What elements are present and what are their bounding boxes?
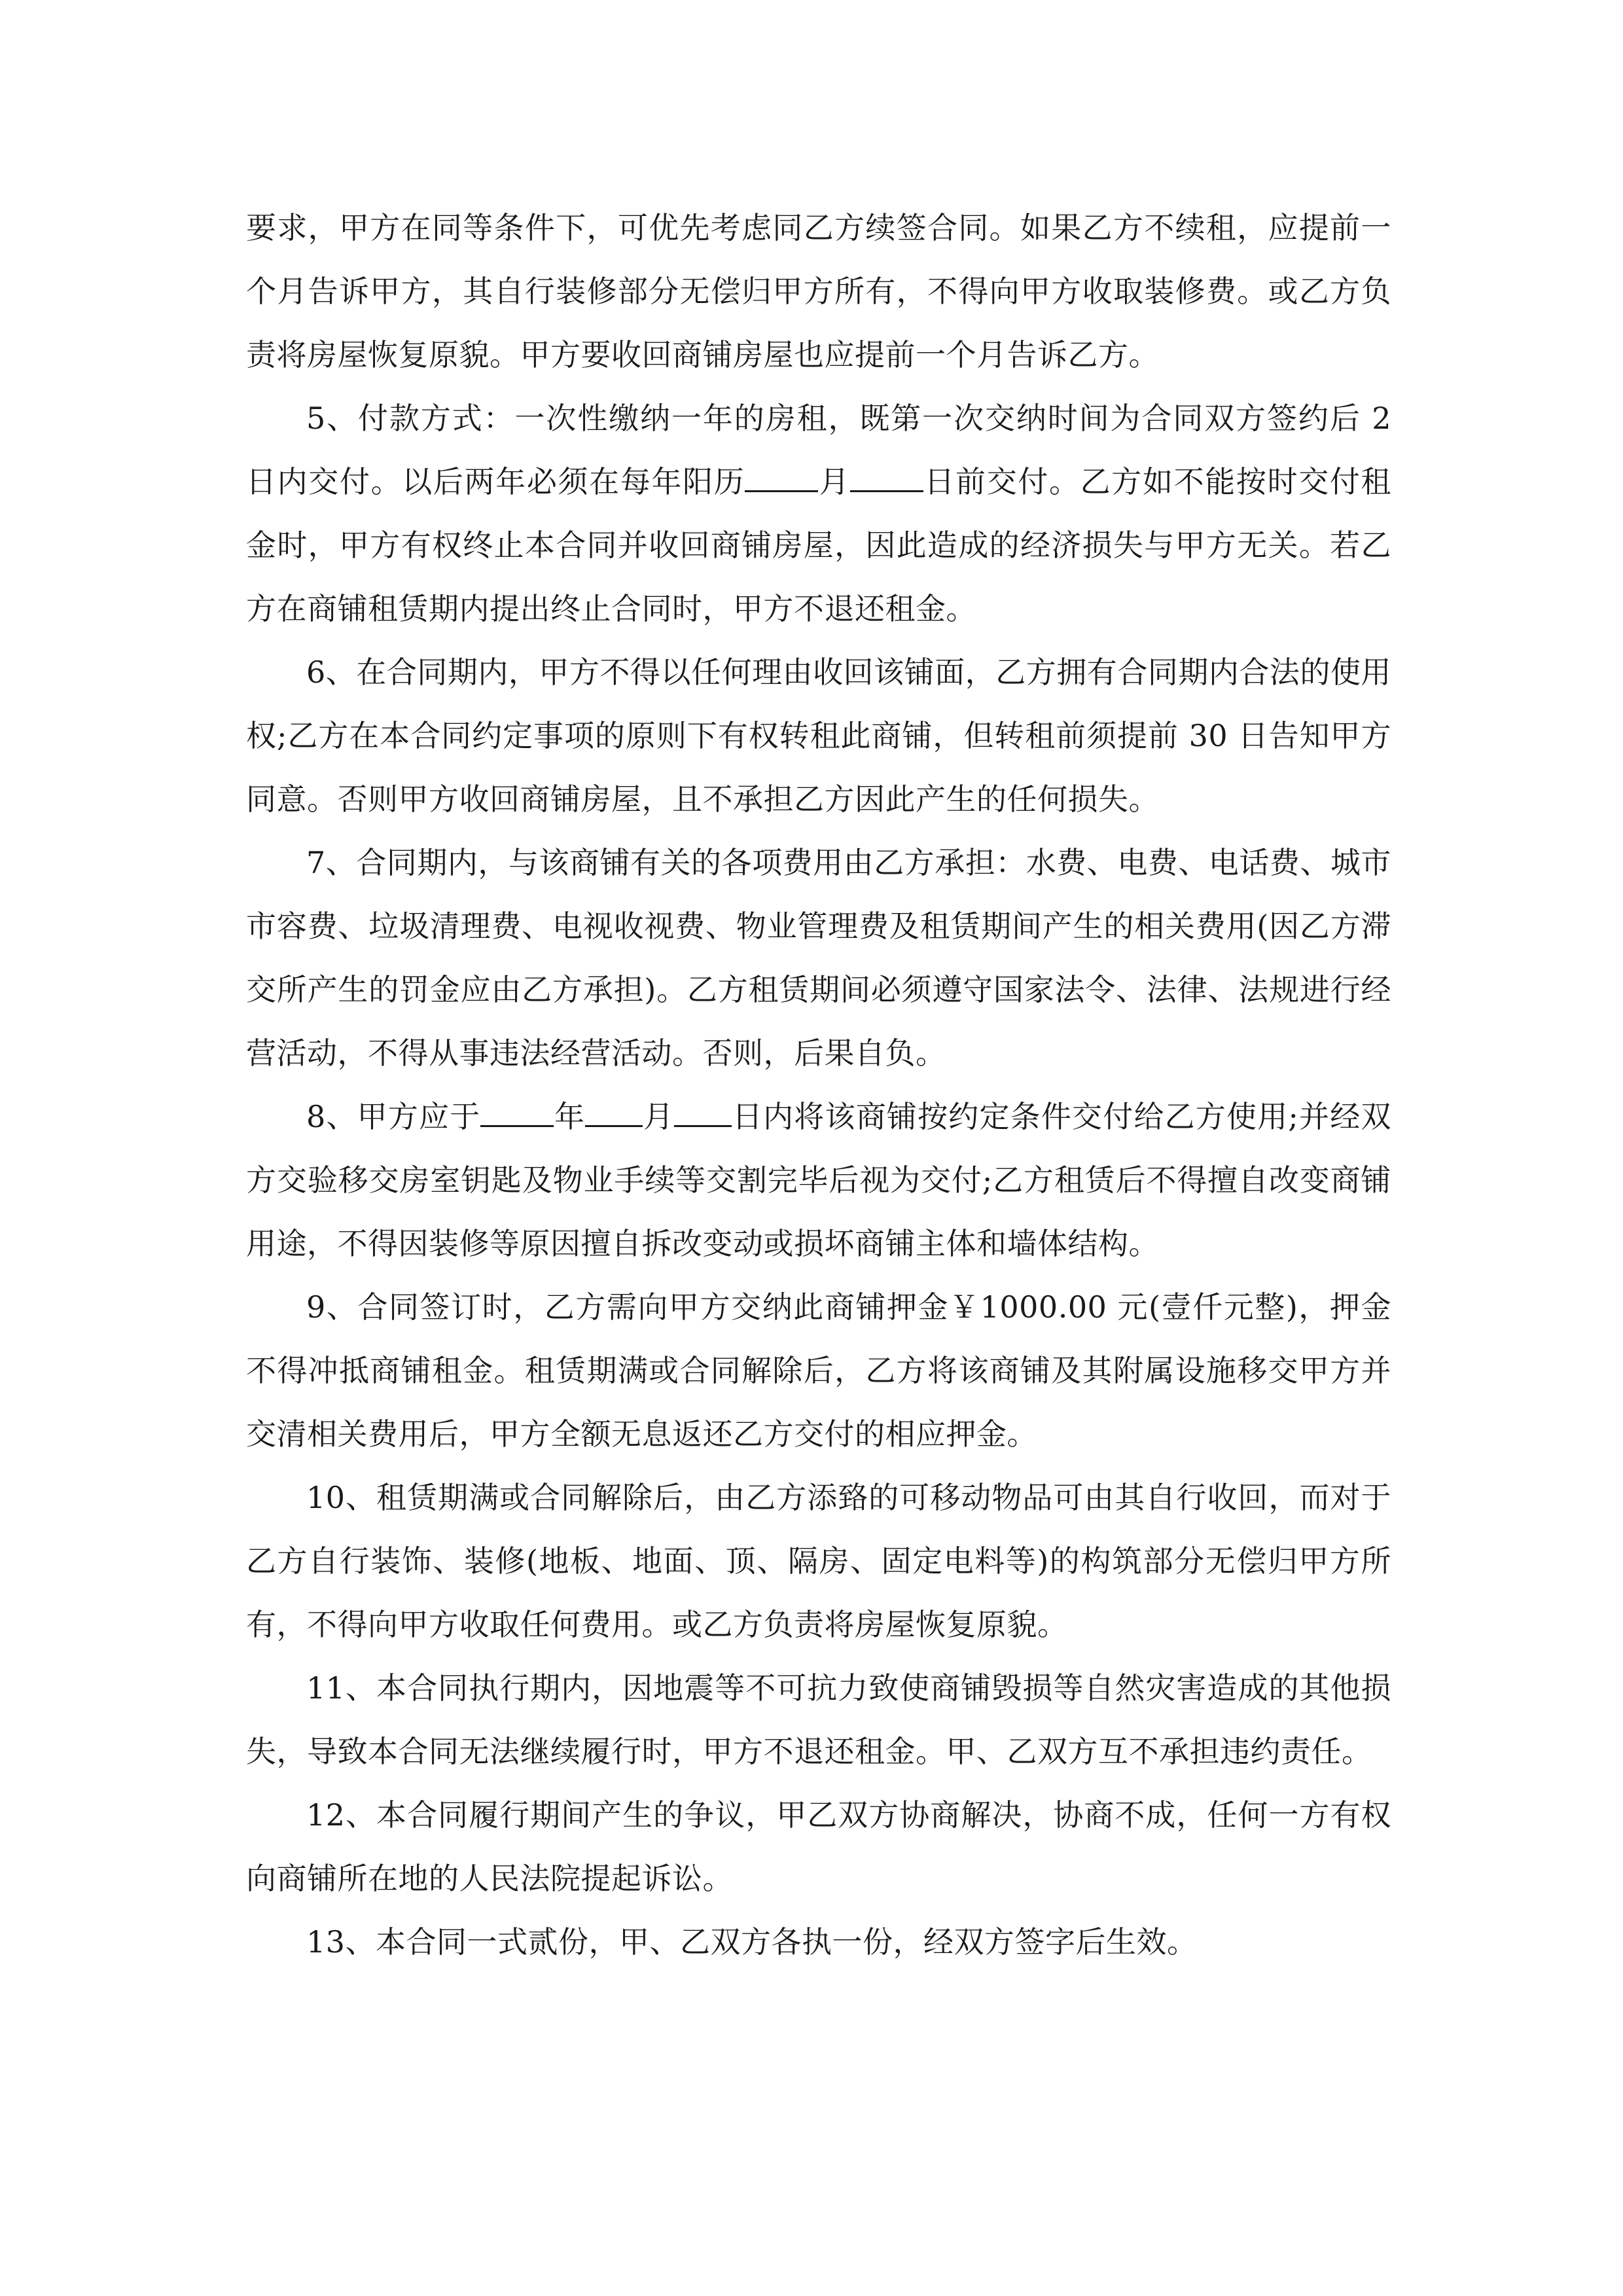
paragraph-clause-9: 9、合同签订时，乙方需向甲方交纳此商铺押金￥1000.00 元(壹仟元整)，押金不得冲抵商铺租金。租赁期满或合同解除后，乙方将该商铺及其附属设施移交甲方并交清相关费用后，甲方全额无息返还乙方交付的相应押金。	[246, 1289, 1391, 1452]
clause-8-year-label: 年	[554, 1099, 586, 1134]
contract-body	[246, 196, 1391, 1974]
blank-day[interactable]	[850, 464, 923, 492]
clause-8-month-label: 月	[643, 1099, 675, 1134]
paragraph-clause-7: 7、合同期内，与该商铺有关的各项费用由乙方承担：水费、电费、电话费、城市市容费、垃圾清理费、电视收视费、物业管理费及租赁期间产生的相关费用(因乙方滞交所产生的罚金应由乙方承担)。乙方租赁期间必须遵守国家法令、法律、法规进行经营活动，不得从事违法经营活动。否则，后果自负。	[246, 845, 1391, 1071]
clause-5-month-label: 月	[818, 464, 851, 499]
paragraph-clause-10: 10、租赁期满或合同解除后，由乙方添臵的可移动物品可由其自行收回，而对于乙方自行装饰、装修(地板、地面、顶、隔房、固定电料等)的构筑部分无偿归甲方所有，不得向甲方收取任何费用。或乙方负责将房屋恢复原貌。	[246, 1480, 1391, 1642]
paragraph-clause-12: 12、本合同履行期间产生的争议，甲乙双方协商解决，协商不成，任何一方有权向商铺所在地的人民法院提起诉讼。	[246, 1797, 1391, 1896]
paragraph-continuation: 要求，甲方在同等条件下，可优先考虑同乙方续签合同。如果乙方不续租，应提前一个月告诉甲方，其自行装修部分无偿归甲方所有，不得向甲方收取装修费。或乙方负责将房屋恢复原貌。甲方要收回商铺房屋也应提前一个月告诉乙方。	[246, 210, 1391, 372]
clause-8-text-a: 8、甲方应于	[306, 1099, 481, 1134]
clause-5-text-a: 5、付款方式：一次性缴纳一年的房租，既第一次交纳时间为合同双方签约后 2 日内交付。以后两年必须在每年阳历	[246, 401, 1391, 499]
paragraph-clause-5	[246, 387, 1391, 641]
blank-year[interactable]	[480, 1099, 554, 1127]
blank-month[interactable]	[585, 1099, 643, 1127]
paragraph-clause-13: 13、本合同一式贰份，甲、乙双方各执一份，经双方签字后生效。	[306, 1924, 1198, 1960]
paragraph-clause-6: 6、在合同期内，甲方不得以任何理由收回该铺面，乙方拥有合同期内合法的使用权;乙方在本合同约定事项的原则下有权转租此商铺，但转租前须提前 30 日告知甲方同意。否则甲方收回商铺房屋，且不承担乙方因此产生的任何损失。	[246, 655, 1391, 817]
paragraph-clause-8	[246, 1085, 1391, 1276]
blank-month[interactable]	[745, 464, 818, 492]
paragraph-clause-11: 11、本合同执行期内，因地震等不可抗力致使商铺毁损等自然灾害造成的其他损失，导致本合同无法继续履行时，甲方不退还租金。甲、乙双方互不承担违约责任。	[246, 1670, 1391, 1769]
clause-5-text-b: 日前交付。乙方如不能按时交付租金时，甲方有权终止本合同并收回商铺房屋，因此造成的经济损失与甲方无关。若乙方在商铺租赁期内提出终止合同时，甲方不退还租金。	[246, 464, 1392, 626]
clause-8-text-b: 日内将该商铺按约定条件交付给乙方使用;并经双方交验移交房室钥匙及物业手续等交割完毕后视为交付;乙方租赁后不得擅自改变商铺用途，不得因装修等原因擅自拆改变动或损坏商铺主体和墙体结构。	[246, 1099, 1391, 1261]
blank-day[interactable]	[674, 1099, 732, 1127]
